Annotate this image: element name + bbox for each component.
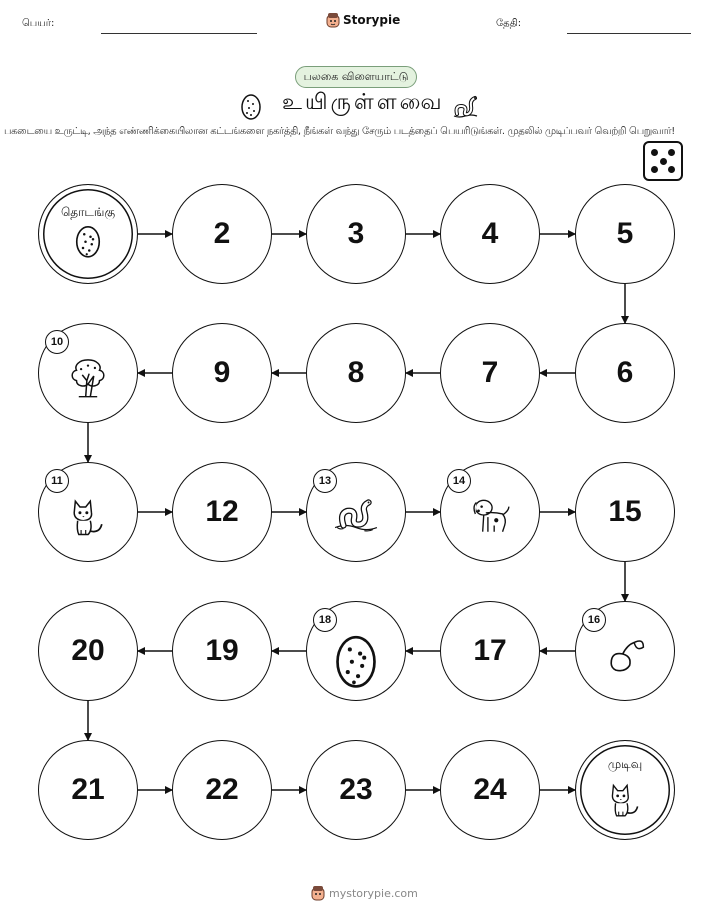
board-space — [38, 740, 138, 840]
worm-icon — [333, 492, 379, 542]
space-number: 7 — [481, 356, 499, 389]
space-number: 20 — [71, 634, 105, 667]
board-space — [440, 740, 540, 840]
space-number: 22 — [205, 773, 239, 806]
space-number-badge: 14 — [447, 469, 471, 493]
board-space — [575, 184, 675, 284]
brand-name: Storypie — [343, 13, 401, 27]
board-space — [38, 323, 138, 423]
space-number-badge: 11 — [45, 469, 69, 493]
kitten-icon — [604, 777, 646, 823]
space-number-badge: 13 — [313, 469, 337, 493]
space-number: 5 — [616, 217, 634, 250]
instructions-text: பகடையை உருட்டி, அந்த எண்ணிக்கையிலான கட்டங்களை நகர்த்தி, நீங்கள் வந்து சேரும் படத்தைப் பெயரிடுங்கள். முதலில் முடிப்பவர் வெற்றி பெறுவார்! — [4, 126, 675, 137]
footer — [311, 885, 418, 901]
board-space — [172, 462, 272, 562]
board-space — [172, 184, 272, 284]
board-space — [575, 323, 675, 423]
board-space — [440, 462, 540, 562]
space-number: 3 — [347, 217, 365, 250]
page-title: உயிருள்ளவை — [282, 90, 445, 115]
space-number: 4 — [481, 217, 499, 250]
space-number: 21 — [71, 773, 105, 806]
board-space — [440, 601, 540, 701]
board-space — [172, 601, 272, 701]
space-number-badge: 16 — [582, 608, 606, 632]
board-space — [306, 184, 406, 284]
finish-label: முடிவு — [607, 757, 643, 771]
storypie-mascot-icon — [311, 885, 325, 901]
board-space — [38, 462, 138, 562]
footer-site: mystorypie.com — [329, 886, 418, 900]
name-label: பெயர்: — [22, 18, 55, 29]
kitten-icon — [65, 492, 111, 542]
date-label: தேதி: — [496, 18, 522, 29]
board-space — [306, 462, 406, 562]
board-space — [440, 323, 540, 423]
space-number: 9 — [213, 356, 231, 389]
puppy-icon — [467, 492, 513, 542]
board-space — [575, 601, 675, 701]
start-label: தொடங்கு — [60, 205, 116, 219]
space-number: 15 — [608, 495, 642, 528]
space-number-badge: 18 — [313, 608, 337, 632]
space-number: 6 — [616, 356, 634, 389]
board-space — [38, 601, 138, 701]
category-pill: பலகை விளையாட்டு — [295, 66, 417, 88]
board-space — [440, 184, 540, 284]
space-number: 17 — [473, 634, 507, 667]
board-space — [306, 740, 406, 840]
space-number: 23 — [339, 773, 373, 806]
board-space — [575, 462, 675, 562]
egg-icon — [333, 631, 379, 693]
space-number: 8 — [347, 356, 365, 389]
space-number: 24 — [473, 773, 507, 806]
sprout-seed-icon — [602, 631, 648, 681]
tree-icon — [65, 353, 111, 403]
egg-icon — [74, 223, 102, 262]
space-number-badge: 10 — [45, 330, 69, 354]
finish-space — [575, 740, 675, 840]
space-number: 19 — [205, 634, 239, 667]
space-number: 12 — [205, 495, 239, 528]
start-space — [38, 184, 138, 284]
board-space — [306, 601, 406, 701]
board-space — [172, 323, 272, 423]
space-number: 2 — [213, 217, 231, 250]
board-space — [172, 740, 272, 840]
board-space — [306, 323, 406, 423]
